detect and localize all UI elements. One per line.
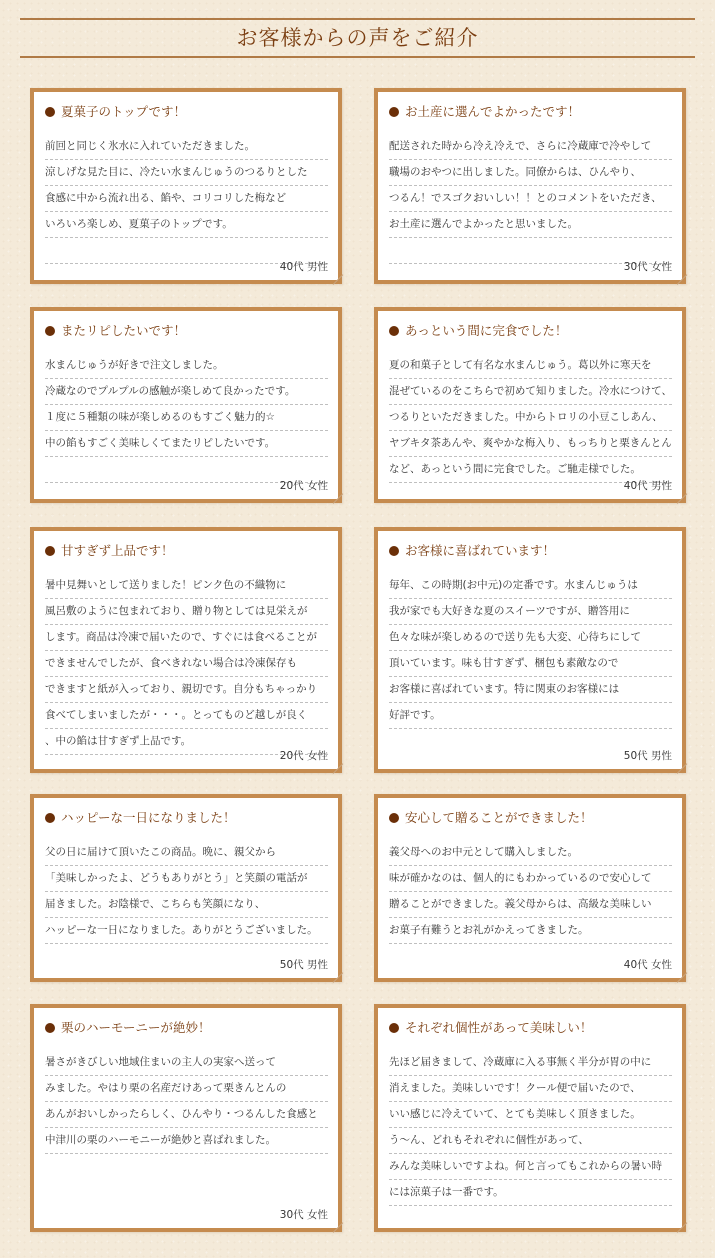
review-title bbox=[389, 322, 674, 340]
bullet-icon bbox=[45, 813, 55, 823]
review-line: 消えました。美味しいです！クール便で届いたので、 bbox=[389, 1076, 672, 1102]
review-line: 「美味しかったよ、どうもありがとう」と笑顔の電話が bbox=[45, 866, 328, 892]
review-line: う～ん、どれもそれぞれに個性があって、 bbox=[389, 1128, 672, 1154]
bullet-icon bbox=[389, 326, 399, 336]
review-line: 、中の餡は甘すぎず上品です。 bbox=[45, 729, 328, 755]
review-card bbox=[30, 794, 342, 982]
reviewer-info: 50代 男性 bbox=[279, 959, 328, 971]
review-line: 中津川の栗のハーモニーが絶妙と喜ばれました。 bbox=[45, 1128, 328, 1154]
review-title bbox=[45, 542, 330, 560]
review-line: みました。やはり栗の名産だけあって栗きんとんの bbox=[45, 1076, 328, 1102]
review-line: 職場のおやつに出しました。同僚からは、ひんやり、 bbox=[389, 160, 672, 186]
review-line: には涼菓子は一番です。 bbox=[389, 1180, 672, 1206]
review-card bbox=[30, 527, 342, 773]
review-line: 我が家でも大好きな夏のスイーツですが、贈答用に bbox=[389, 599, 672, 625]
review-card bbox=[374, 1004, 686, 1232]
bullet-icon bbox=[389, 1023, 399, 1033]
review-line: あんがおいしかったらしく、ひんやり・つるんした食感と bbox=[45, 1102, 328, 1128]
review-line: できますと紙が入っており、親切です。自分もちゃっかり bbox=[45, 677, 328, 703]
review-line: いい感じに冷えていて、とても美味しく頂きました。 bbox=[389, 1102, 672, 1128]
review-card bbox=[30, 88, 342, 284]
review-card bbox=[374, 88, 686, 284]
bullet-icon bbox=[45, 107, 55, 117]
review-line: １度に５種類の味が楽しめるのもすごく魅力的☆ bbox=[45, 405, 328, 431]
review-body bbox=[389, 1050, 672, 1206]
review-line: つるりといただきました。中からトロリの小豆こしあん、 bbox=[389, 405, 672, 431]
review-card bbox=[374, 307, 686, 503]
review-card bbox=[374, 527, 686, 773]
review-title bbox=[45, 1019, 330, 1037]
review-title-text: 甘すぎず上品です！ bbox=[61, 543, 174, 558]
review-line: 涼しげな見た目に、冷たい水まんじゅうのつるりとした bbox=[45, 160, 328, 186]
review-title bbox=[389, 809, 674, 827]
review-body bbox=[389, 134, 672, 264]
section-header bbox=[20, 14, 695, 62]
review-line: ハッピーな一日になりました。ありがとうございました。 bbox=[45, 918, 328, 944]
review-line: 冷蔵なのでプルプルの感触が楽しめて良かったです。 bbox=[45, 379, 328, 405]
review-line: 中の餡もすごく美味しくてまたリピしたいです。 bbox=[45, 431, 328, 457]
bullet-icon bbox=[389, 546, 399, 556]
review-body bbox=[389, 840, 672, 944]
review-line: 暑中見舞いとして送りました！ピンク色の不織物に bbox=[45, 573, 328, 599]
review-title bbox=[389, 542, 674, 560]
review-line: 好評です。 bbox=[389, 703, 672, 729]
review-body bbox=[45, 1050, 328, 1154]
bullet-icon bbox=[45, 326, 55, 336]
review-title bbox=[389, 103, 674, 121]
review-line: 混ぜているのをこちらで初めて知りました。冷水につけて、 bbox=[389, 379, 672, 405]
section-title: お客様からの声をご紹介 bbox=[236, 26, 479, 50]
review-line: お土産に選んでよかったと思いました。 bbox=[389, 212, 672, 238]
review-title-text: またリピしたいです！ bbox=[61, 323, 187, 338]
review-line: 暑さがきびしい地域住まいの主人の実家へ送って bbox=[45, 1050, 328, 1076]
review-line: 毎年、この時期(お中元)の定番です。水まんじゅうは bbox=[389, 573, 672, 599]
review-body bbox=[389, 573, 672, 729]
review-title-text: お土産に選んでよかったです！ bbox=[405, 104, 581, 119]
review-line: 父の日に届けて頂いたこの商品。晩に、親父から bbox=[45, 840, 328, 866]
review-line: 色々な味が楽しめるので送り先も大変、心待ちにして bbox=[389, 625, 672, 651]
review-card bbox=[30, 1004, 342, 1232]
review-line: お菓子有難うとお礼がかえってきました。 bbox=[389, 918, 672, 944]
review-line: 夏の和菓子として有名な水まんじゅう。葛以外に寒天を bbox=[389, 353, 672, 379]
review-line: 届きました。お陰様で、こちらも笑顔になり、 bbox=[45, 892, 328, 918]
review-title bbox=[45, 103, 330, 121]
review-line: 風呂敷のように包まれており、贈り物としては見栄えが bbox=[45, 599, 328, 625]
review-body bbox=[45, 840, 328, 944]
review-line: できませんでしたが、食べきれない場合は冷凍保存も bbox=[45, 651, 328, 677]
bullet-icon bbox=[389, 107, 399, 117]
bullet-icon bbox=[45, 1023, 55, 1033]
review-card bbox=[30, 307, 342, 503]
review-title-text: 安心して贈ることができました！ bbox=[405, 810, 593, 825]
review-line: 食感に中から流れ出る、餡や、コリコリした梅など bbox=[45, 186, 328, 212]
review-title-text: あっという間に完食でした！ bbox=[405, 323, 568, 338]
reviewer-info: 40代 女性 bbox=[623, 959, 672, 971]
review-line: みんな美味しいですよね。何と言ってもこれからの暑い時 bbox=[389, 1154, 672, 1180]
review-line: いろいろ楽しめ、夏菓子のトップです。 bbox=[45, 212, 328, 238]
review-title-text: お客様に喜ばれています！ bbox=[405, 543, 556, 558]
review-body bbox=[45, 134, 328, 264]
review-title bbox=[45, 809, 330, 827]
reviewer-info: 50代 男性 bbox=[623, 750, 672, 762]
review-line: 先ほど届きまして、冷蔵庫に入る事無く半分が胃の中に bbox=[389, 1050, 672, 1076]
reviewer-info: 40代 男性 bbox=[623, 480, 672, 492]
review-line: ヤブキタ茶あんや、爽やかな梅入り、もっちりと栗きんとん bbox=[389, 431, 672, 457]
review-line: お客様に喜ばれています。特に関東のお客様には bbox=[389, 677, 672, 703]
reviewer-info: 30代 女性 bbox=[623, 261, 672, 273]
review-title-text: それぞれ個性があって美味しい！ bbox=[405, 1020, 593, 1035]
reviewer-info: 30代 女性 bbox=[279, 1209, 328, 1221]
review-body bbox=[45, 573, 328, 755]
review-line: 頂いています。味も甘すぎず、梱包も素敵なので bbox=[389, 651, 672, 677]
review-line: 配送された時から冷え冷えで、さらに冷蔵庫で冷やして bbox=[389, 134, 672, 160]
review-title bbox=[389, 1019, 674, 1037]
review-title-text: ハッピーな一日になりました！ bbox=[61, 810, 236, 825]
review-line: 味が確かなのは、個人的にもわかっているので安心して bbox=[389, 866, 672, 892]
review-body bbox=[45, 353, 328, 483]
header-rule-top bbox=[20, 18, 695, 20]
review-line: つるん！でスゴクおいしい！！とのコメントをいただき、 bbox=[389, 186, 672, 212]
review-line: 前回と同じく氷水に入れていただきました。 bbox=[45, 134, 328, 160]
reviewer-info: 20代 女性 bbox=[279, 750, 328, 762]
review-card bbox=[374, 794, 686, 982]
review-title-text: 栗のハーモーニーが絶妙！ bbox=[61, 1020, 211, 1035]
review-line: 贈ることができました。義父母からは、高級な美味しい bbox=[389, 892, 672, 918]
review-line: 食べてしまいましたが・・・。とってものど越しが良く bbox=[45, 703, 328, 729]
review-line: 水まんじゅうが好きで注文しました。 bbox=[45, 353, 328, 379]
bullet-icon bbox=[45, 546, 55, 556]
reviewer-info: 40代 男性 bbox=[279, 261, 328, 273]
review-line: します。商品は冷凍で届いたので、すぐには食べることが bbox=[45, 625, 328, 651]
review-line: など、あっという間に完食でした。ご馳走様でした。 bbox=[389, 457, 672, 483]
bullet-icon bbox=[389, 813, 399, 823]
review-body bbox=[389, 353, 672, 483]
review-title-text: 夏菓子のトップです！ bbox=[61, 104, 187, 119]
review-title bbox=[45, 322, 330, 340]
review-line: 義父母へのお中元として購入しました。 bbox=[389, 840, 672, 866]
reviewer-info: 20代 女性 bbox=[279, 480, 328, 492]
header-rule-bottom bbox=[20, 56, 695, 58]
